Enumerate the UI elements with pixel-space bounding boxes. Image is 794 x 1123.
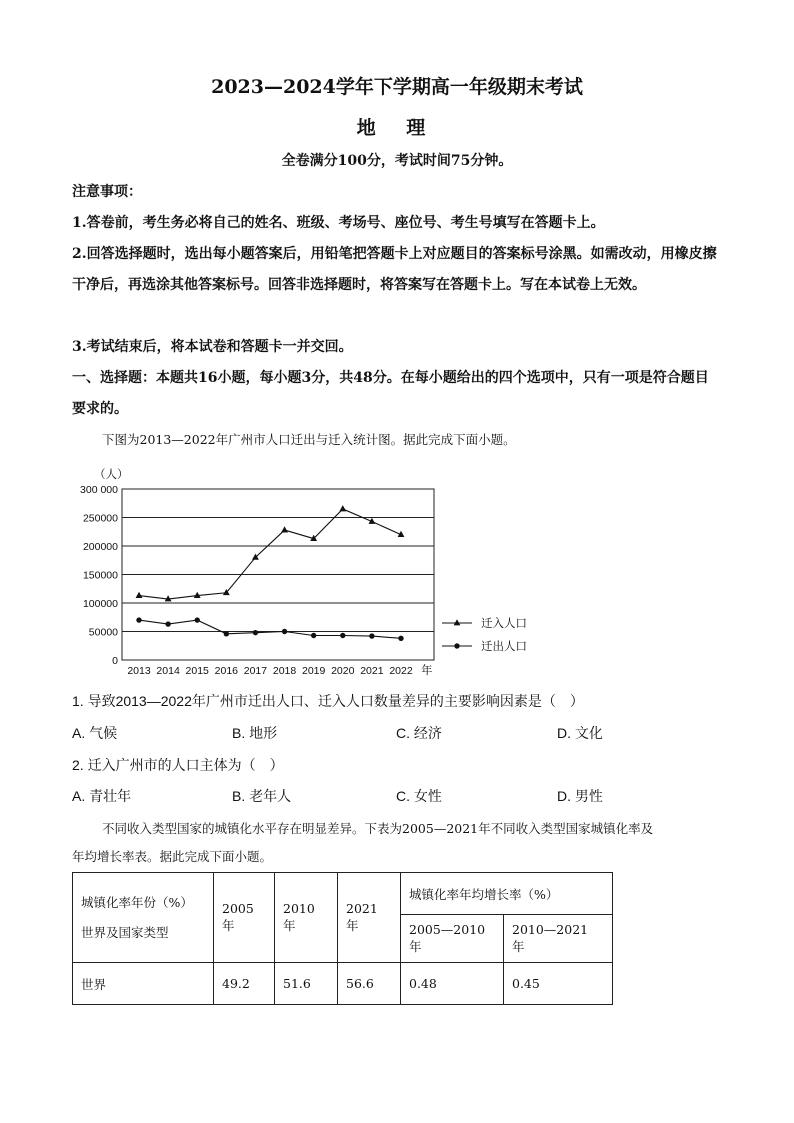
q1-option-a[interactable]: A. 气候 [72,725,118,741]
table-cell: 56.6 [338,963,401,1005]
x-tick-label: 2013 [127,665,151,677]
table-cell: 49.2 [214,963,275,1005]
question-2-stem: 2. 迁入广州市的人口主体为（ ） [72,757,284,773]
table-header-year-2005: 2005 年 [214,873,275,963]
table-header-year-2021: 2021 年 [338,873,401,963]
data-point [281,526,288,532]
subject-title: 地 理 [356,117,438,139]
x-tick-label: 2017 [243,665,268,677]
data-point [165,621,170,626]
x-tick-label: 2014 [156,665,180,677]
x-tick-label: 2018 [272,665,297,677]
y-axis-label: （人） [94,469,129,481]
y-tick-label: 250000 [82,512,118,525]
migration-line-chart [60,460,560,685]
table-cell: 0.45 [504,963,613,1005]
y-tick-label: 100000 [82,598,118,610]
data-point [369,633,374,638]
table-row-label: 世界 [73,963,214,1005]
table-header-period-2: 2010—2021 年 [504,915,613,963]
legend-marker [454,619,461,625]
data-point [340,633,345,638]
q1-option-c[interactable]: C. 经济 [396,725,442,741]
x-tick-label: 2021 [360,665,384,677]
y-tick-label: 300 000 [80,484,118,496]
note-item-3: 3.考试结束后，将本试卷和答题卡一并交回。 [72,339,353,355]
q1-option-b[interactable]: B. 地形 [232,725,278,741]
table-header-period-1: 2005—2010 年 [401,915,504,963]
legend-label: 迁出人口 [481,641,527,653]
table-corner-line2: 世界及国家类型 [81,924,169,940]
table-corner-cell [73,873,214,963]
q1-option-d[interactable]: D. 文化 [557,725,603,741]
y-tick-label: 200000 [82,541,118,553]
data-point [195,617,200,622]
series-line-out [139,620,401,638]
section-heading: 一、选择题：本题共16小题，每小题3分，共48分。在每小题给出的四个选项中，只有一项是符合题目要求的。 [72,370,709,417]
series-line-in [139,509,401,599]
x-tick-label: 2019 [301,665,326,677]
legend-label: 迁入人口 [481,618,527,630]
x-tick-label: 2015 [185,665,209,677]
table-header-year-2010: 2010 年 [275,873,338,963]
table-row [73,963,613,1005]
question-1-stem: 1. 导致2013—2022年广州市迁出人口、迁入人口数量差异的主要影响因素是（ ） [72,693,584,709]
data-point [339,505,346,511]
q2-option-a[interactable]: A. 青壮年 [72,788,132,804]
group1-intro: 下图为2013—2022年广州市人口迁出与迁入统计图。据此完成下面小题。 [102,432,516,447]
y-tick-label: 50000 [88,626,118,639]
exam-title: 2023—2024学年下学期高一年级期末考试 [211,76,583,98]
data-point [224,631,229,636]
group2-intro-line1: 不同收入类型国家的城镇化水平存在明显差异。下表为2005—2021年不同收入类型国家城镇化率及 [102,821,654,836]
data-point [398,636,403,641]
y-tick-label: 0 [112,655,118,667]
x-tick-label: 2022 [389,665,413,677]
table-cell: 51.6 [275,963,338,1005]
table-cell: 0.48 [401,963,504,1005]
q2-option-d[interactable]: D. 男性 [557,788,603,804]
y-tick-label: 150000 [82,569,118,582]
data-point [253,630,258,635]
q2-option-c[interactable]: C. 女性 [396,788,442,804]
table-header-growth: 城镇化率年均增长率（%） [401,873,613,915]
x-axis-label: 年 [421,665,433,677]
group2-intro-line2: 年均增长率表。据此完成下面小题。 [72,849,273,864]
note-item-1: 1.答卷前，考生务必将自己的姓名、班级、考场号、座位号、考生号填写在答题卡上。 [72,215,605,231]
data-point [136,592,143,598]
table-corner-line1: 城镇化率年份（%） [81,894,193,910]
urbanization-table [72,872,613,1005]
exam-info: 全卷满分100分，考试时间75分钟。 [281,153,513,169]
q2-option-b[interactable]: B. 老年人 [232,788,292,804]
data-point [136,617,141,622]
legend-marker [454,643,459,648]
notes-heading: 注意事项： [72,184,142,200]
data-point [311,633,316,638]
note-item-2: 2.回答选择题时，选出每小题答案后，用铅笔把答题卡上对应题目的答案标号涂黑。如需改动，用橡皮擦干净后，再选涂其他答案标号。回答非选择题时，将答案写在答题卡上。写在本试卷上无效。 [72,246,717,293]
data-point [282,629,287,634]
x-tick-label: 2020 [331,665,355,677]
x-tick-label: 2016 [214,665,239,677]
